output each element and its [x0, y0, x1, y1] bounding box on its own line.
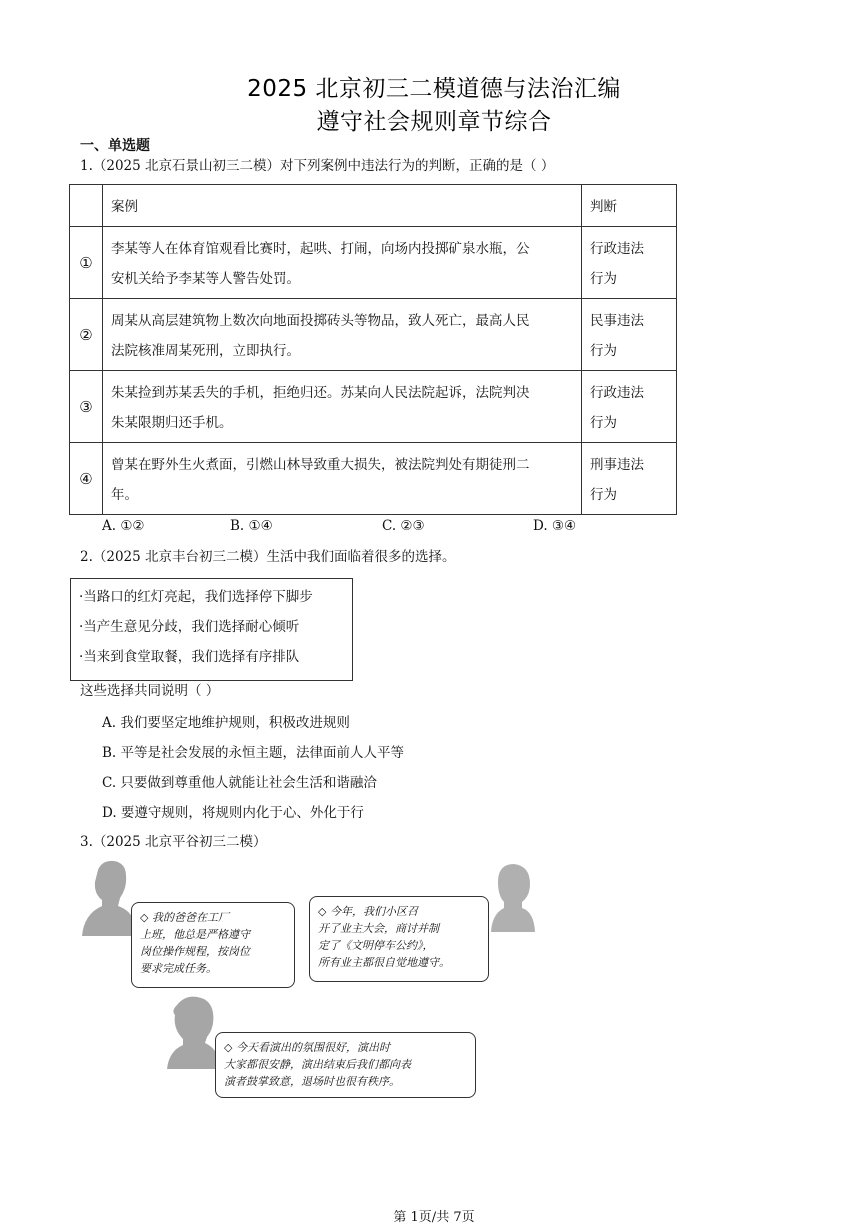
- table-header-cell: [70, 185, 103, 227]
- row-number: ④: [70, 443, 103, 515]
- judgement-cell: [582, 227, 677, 299]
- case-line: 朱某限期归还手机。: [111, 415, 233, 431]
- q1-option-b[interactable]: B. ①④: [230, 518, 273, 534]
- page-footer: 第 1页/共 7页: [393, 1210, 475, 1225]
- row-number: ②: [70, 299, 103, 371]
- table-header-row: [70, 185, 677, 227]
- speech-bubble-father: ◇ 我的爸爸在工厂 上班，他总是严格遵守 岗位操作规程，按岗位 要求完成任务。: [131, 902, 295, 988]
- q2-prompt: 这些选择共同说明（ ）: [80, 683, 220, 699]
- row-number: ①: [70, 227, 103, 299]
- q2-choice-box: [70, 578, 353, 681]
- judgement-cell: [582, 299, 677, 371]
- speech-bubble-performance: ◇ 今天看演出的氛围很好，演出时 大家都很安静，演出结束后我们都向表 演者鼓掌致意，退场时也很有秩序。: [215, 1032, 476, 1098]
- case-cell: [103, 443, 582, 515]
- case-cell: [103, 299, 582, 371]
- q1-option-d[interactable]: D. ③④: [533, 518, 577, 534]
- q2-option-b[interactable]: B. 平等是社会发展的永恒主题，法律面前人人平等: [102, 745, 405, 761]
- case-line: 朱某捡到苏某丢失的手机，拒绝归还。苏某向人民法院起诉，法院判决: [111, 385, 530, 401]
- judge-line: 行政违法: [590, 241, 644, 257]
- speech-bubble-community: ◇ 今年，我们小区召 开了业主大会，商讨并制 定了《文明停车公约》， 所有业主都很自觉地遵守。: [309, 896, 489, 982]
- q1-option-c[interactable]: C. ②③: [382, 518, 425, 534]
- case-cell: [103, 371, 582, 443]
- q1-option-a[interactable]: A. ①②: [102, 518, 145, 534]
- doc-title-line1: 2025 北京初三二模道德与法治汇编: [247, 76, 621, 102]
- case-line: 安机关给予李某等人警告处罚。: [111, 271, 300, 287]
- case-line: 周某从高层建筑物上数次向地面投掷砖头等物品，致人死亡，最高人民: [111, 313, 530, 329]
- box-line: ·当来到食堂取餐，我们选择有序排队: [79, 649, 300, 665]
- q3-stem: 3.（2025 北京平谷初三二模）: [80, 834, 267, 850]
- judge-line: 行为: [590, 415, 617, 431]
- box-line: ·当路口的红灯亮起，我们选择停下脚步: [79, 589, 313, 605]
- case-line: 年。: [111, 487, 138, 503]
- q2-option-c[interactable]: C. 只要做到尊重他人就能让社会生活和谐融洽: [102, 775, 377, 791]
- table-row: [70, 443, 677, 515]
- case-line: 曾某在野外生火煮面，引燃山林导致重大损失，被法院判处有期徒刑二: [111, 457, 530, 473]
- q2-option-d[interactable]: D. 要遵守规则，将规则内化于心、外化于行: [102, 805, 364, 821]
- table-row: [70, 299, 677, 371]
- case-line: 法院核准周某死刑，立即执行。: [111, 343, 300, 359]
- table-header-cell: 判断: [582, 185, 677, 227]
- q1-case-table: [69, 184, 677, 515]
- q1-stem: 1.（2025 北京石景山初三二模）对下列案例中违法行为的判断，正确的是（ ）: [80, 158, 555, 174]
- section-heading: 一、单选题: [80, 138, 150, 154]
- judge-line: 行为: [590, 271, 617, 287]
- judgement-cell: [582, 443, 677, 515]
- judge-line: 行政违法: [590, 385, 644, 401]
- doc-title-line2: 遵守社会规则章节综合: [316, 109, 552, 135]
- q2-stem: 2.（2025 北京丰台初三二模）生活中我们面临着很多的选择。: [80, 549, 456, 565]
- judge-line: 行为: [590, 343, 617, 359]
- case-line: 李某等人在体育馆观看比赛时，起哄、打闹，向场内投掷矿泉水瓶，公: [111, 241, 530, 257]
- box-line: ·当产生意见分歧，我们选择耐心倾听: [79, 619, 300, 635]
- q2-option-a[interactable]: A. 我们要坚定地维护规则，积极改进规则: [102, 715, 350, 731]
- table-row: [70, 227, 677, 299]
- table-row: [70, 371, 677, 443]
- judge-line: 行为: [590, 487, 617, 503]
- child-silhouette-icon: [488, 860, 536, 934]
- judge-line: 刑事违法: [590, 457, 644, 473]
- woman-silhouette-icon: [163, 995, 223, 1071]
- table-header-cell: 案例: [103, 185, 582, 227]
- judge-line: 民事违法: [590, 313, 644, 329]
- case-cell: [103, 227, 582, 299]
- row-number: ③: [70, 371, 103, 443]
- judgement-cell: [582, 371, 677, 443]
